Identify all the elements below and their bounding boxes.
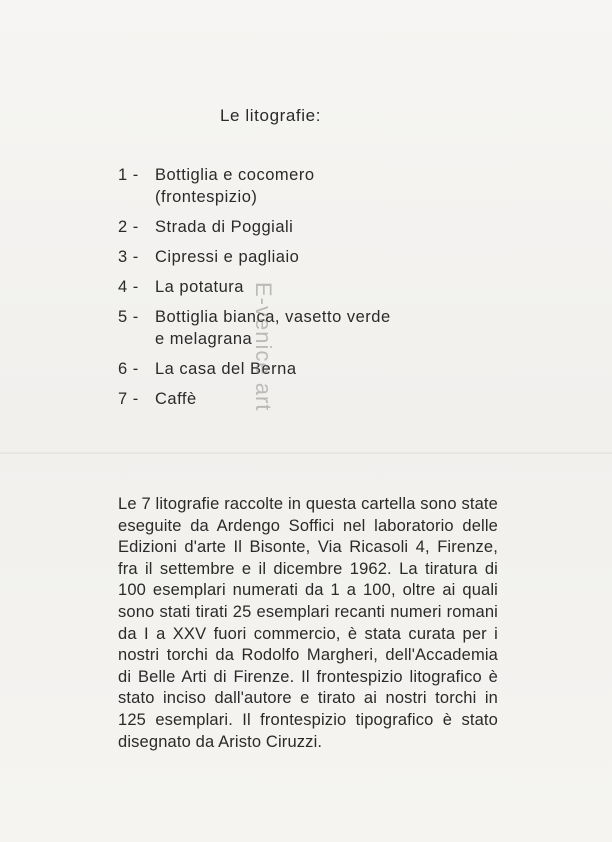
item-title bbox=[155, 164, 455, 208]
item-title bbox=[155, 216, 455, 238]
item-number: 7 - bbox=[118, 390, 139, 408]
item-title-line1: Caffè bbox=[155, 390, 197, 408]
item-title-line2: (frontespizio) bbox=[155, 188, 258, 206]
list-item bbox=[118, 216, 455, 238]
item-number: 5 - bbox=[118, 308, 139, 326]
item-title bbox=[155, 388, 455, 410]
item-title-line1: La potatura bbox=[155, 278, 244, 296]
item-title bbox=[155, 358, 455, 380]
item-title bbox=[155, 246, 455, 268]
list-item bbox=[118, 358, 455, 380]
page-title: Le litografie: bbox=[220, 106, 322, 125]
watermark: E-venice art bbox=[251, 282, 276, 412]
item-number: 2 - bbox=[118, 218, 139, 236]
paper-fold bbox=[0, 452, 612, 454]
list-item bbox=[118, 276, 455, 298]
list-item bbox=[118, 388, 455, 410]
item-title bbox=[155, 276, 455, 298]
item-title-line1: La casa del Berna bbox=[155, 360, 297, 378]
list-item bbox=[118, 164, 455, 208]
item-title-line1: Strada di Poggiali bbox=[155, 218, 294, 236]
colophon-paragraph: Le 7 litografie raccolte in questa cartella sono state eseguite da Ardengo Soffici nel laboratorio delle Edizioni d'arte Il Bisonte, Via Ricasoli 4, Firenze, fra il settembre e il dicembre 1962. La tiratura di 100 esemplari numerati da 1 a 100, oltre ai quali sono stati tirati 25 esemplari recanti numeri romani da I a XXV fuori commercio, è stata curata per i nostri torchi da Rodolfo Margheri, dell'Accademia di Belle Arti di Firenze. Il frontespizio litografico è stato inciso dall'autore e tirato ai nostri torchi in 125 esemplari. Il frontespizio tipografico è stato disegnato da Aristo Ciruzzi. bbox=[118, 495, 498, 751]
list-item bbox=[118, 306, 455, 350]
item-number: 4 - bbox=[118, 278, 139, 296]
item-number: 6 - bbox=[118, 360, 139, 378]
item-title bbox=[155, 306, 455, 350]
item-title-line1: Bottiglia bianca, vasetto verde bbox=[155, 308, 391, 326]
list-item bbox=[118, 246, 455, 268]
item-number: 1 - bbox=[118, 166, 139, 184]
item-number: 3 - bbox=[118, 248, 139, 266]
lithograph-list bbox=[118, 164, 455, 418]
item-title-line1: Bottiglia e cocomero bbox=[155, 166, 315, 184]
item-title-line2: e melagrana bbox=[155, 330, 253, 348]
item-title-line1: Cipressi e pagliaio bbox=[155, 248, 300, 266]
